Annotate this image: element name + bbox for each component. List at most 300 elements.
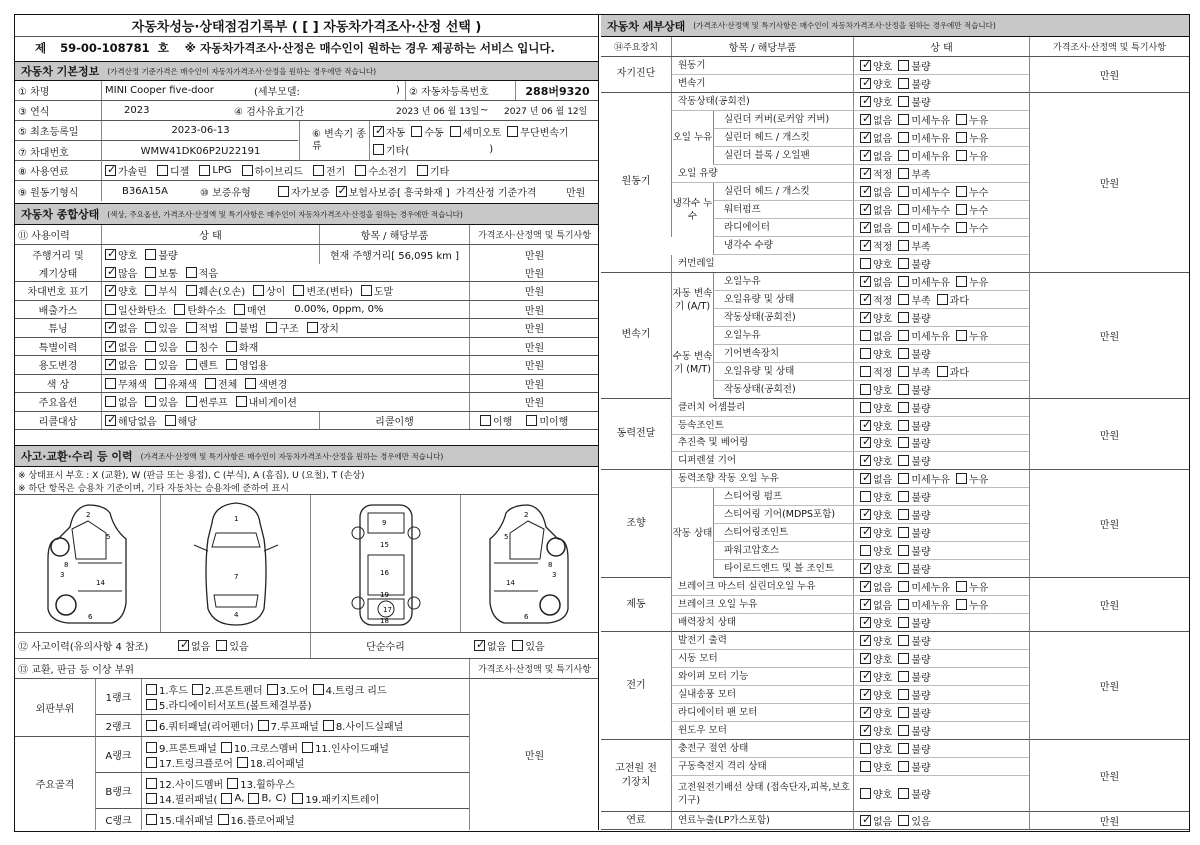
rank-item[interactable] [221,740,298,755]
option-0[interactable] [860,786,892,801]
option-1[interactable] [898,400,930,415]
option-2[interactable] [956,328,988,343]
checkbox[interactable] [860,348,871,359]
option-1[interactable] [898,382,930,397]
option-1[interactable] [898,651,930,666]
checkbox[interactable] [146,814,157,825]
option-3[interactable] [253,283,285,298]
option-1[interactable] [155,376,197,391]
checkbox[interactable] [860,132,871,143]
checkbox[interactable] [860,78,871,89]
checkbox[interactable] [937,366,948,377]
option-1[interactable] [898,202,950,217]
option-0[interactable] [860,400,892,415]
option-1[interactable] [898,418,930,433]
option-0[interactable] [860,94,892,109]
checkbox[interactable] [267,684,278,695]
checkbox[interactable] [956,150,967,161]
checkbox[interactable] [221,742,232,753]
option-3[interactable] [226,357,268,372]
option-2[interactable] [937,292,969,307]
rank-item[interactable] [302,740,389,755]
checkbox[interactable] [146,778,157,789]
checkbox[interactable] [898,150,909,161]
rank-item[interactable] [237,755,305,770]
option-insurer-warranty[interactable] [336,184,450,199]
checkbox[interactable] [860,150,871,161]
option-1[interactable] [898,148,950,163]
option-manual[interactable] [411,124,443,139]
option-2[interactable] [199,165,231,176]
option-0[interactable] [860,741,892,756]
checkbox[interactable] [105,165,116,176]
checkbox[interactable] [898,204,909,215]
checkbox[interactable] [221,793,232,804]
option-0[interactable] [860,292,892,307]
checkbox[interactable] [860,402,871,413]
option-2[interactable] [956,148,988,163]
checkbox[interactable] [956,581,967,592]
option-1[interactable] [898,184,950,199]
checkbox[interactable] [186,359,197,370]
checkbox-insurer-warranty[interactable] [336,186,347,197]
checkbox[interactable] [898,563,909,574]
checkbox[interactable] [245,378,256,389]
checkbox[interactable] [186,285,197,296]
option-self-warranty[interactable] [278,184,330,199]
option-auto[interactable] [373,124,405,139]
checkbox-auto[interactable] [373,126,384,137]
option-0[interactable] [105,302,166,317]
checkbox[interactable] [146,684,157,695]
rank-item[interactable] [313,682,387,697]
option-0[interactable] [860,166,892,181]
checkbox[interactable] [199,165,210,176]
rank-item[interactable] [146,682,188,697]
rank-item[interactable] [258,718,319,733]
checkbox[interactable] [146,720,157,731]
option-4[interactable] [266,320,298,335]
checkbox[interactable] [898,294,909,305]
checkbox[interactable] [860,240,871,251]
option-0[interactable] [860,651,892,666]
option-0[interactable] [860,328,892,343]
checkbox[interactable] [186,396,197,407]
checkbox-semi-auto[interactable] [450,126,461,137]
option-1[interactable] [165,413,197,428]
checkbox[interactable] [860,330,871,341]
checkbox[interactable] [145,267,156,278]
option-1[interactable] [898,346,930,361]
option-1[interactable] [526,413,568,428]
option-0[interactable] [860,202,892,217]
option-1[interactable] [898,633,930,648]
checkbox[interactable] [898,402,909,413]
checkbox[interactable] [898,725,909,736]
checkbox[interactable] [186,322,197,333]
option-other[interactable] [373,142,493,157]
checkbox[interactable] [898,815,909,826]
checkbox[interactable] [860,815,871,826]
option-1[interactable] [898,220,950,235]
option-1[interactable] [145,283,177,298]
option-0[interactable] [860,723,892,738]
option-1[interactable] [898,669,930,684]
checkbox[interactable] [323,720,334,731]
checkbox[interactable] [898,707,909,718]
option-1[interactable] [898,786,930,801]
option-0[interactable] [860,130,892,145]
option-0[interactable] [860,633,892,648]
option-1[interactable] [898,364,930,379]
option-repair-yes[interactable] [512,638,544,653]
checkbox[interactable] [105,341,116,352]
option-1[interactable] [898,112,950,127]
checkbox[interactable] [898,132,909,143]
option-0[interactable] [860,274,892,289]
option-2[interactable] [234,302,266,317]
option-0[interactable] [105,376,147,391]
checkbox-repair-yes[interactable] [512,640,523,651]
checkbox[interactable] [860,707,871,718]
checkbox[interactable] [186,341,197,352]
option-0[interactable] [860,453,892,468]
checkbox[interactable] [898,455,909,466]
checkbox[interactable] [860,294,871,305]
option-6[interactable] [417,163,449,178]
option-1[interactable] [898,166,930,181]
checkbox[interactable] [157,165,168,176]
option-1[interactable] [145,339,177,354]
checkbox[interactable] [145,285,156,296]
checkbox[interactable] [145,322,156,333]
option-1[interactable] [898,741,930,756]
option-1[interactable] [898,310,930,325]
option-0[interactable] [105,265,137,280]
checkbox[interactable] [860,455,871,466]
checkbox[interactable] [898,348,909,359]
checkbox[interactable] [898,78,909,89]
checkbox[interactable] [860,581,871,592]
checkbox[interactable] [242,165,253,176]
option-1[interactable] [898,292,930,307]
option-0[interactable] [105,394,137,409]
checkbox[interactable] [293,285,304,296]
checkbox[interactable] [860,96,871,107]
option-2[interactable] [205,376,237,391]
option-2[interactable] [956,471,988,486]
option-0[interactable] [860,471,892,486]
rank-item[interactable] [146,776,223,791]
option-0[interactable] [860,310,892,325]
checkbox-cvt[interactable] [507,126,518,137]
checkbox[interactable] [105,249,116,260]
checkbox[interactable] [266,322,277,333]
checkbox[interactable] [898,222,909,233]
checkbox[interactable] [956,473,967,484]
option-1[interactable] [898,130,950,145]
checkbox[interactable] [226,341,237,352]
checkbox[interactable] [258,720,269,731]
checkbox[interactable] [253,285,264,296]
option-0[interactable] [480,413,512,428]
option-0[interactable] [860,579,892,594]
rank-item[interactable] [323,718,404,733]
option-5[interactable] [355,163,407,178]
checkbox[interactable] [105,285,116,296]
option-0[interactable] [105,320,137,335]
checkbox[interactable] [898,114,909,125]
option-1[interactable] [898,256,930,271]
rank-item[interactable] [146,740,217,755]
rank-item[interactable] [227,776,295,791]
option-2[interactable] [956,130,988,145]
checkbox[interactable] [898,240,909,251]
checkbox[interactable] [937,294,948,305]
checkbox[interactable] [860,276,871,287]
checkbox[interactable] [898,330,909,341]
rank-item[interactable] [146,718,254,733]
checkbox[interactable] [146,699,157,710]
checkbox[interactable] [956,222,967,233]
option-0[interactable] [860,507,892,522]
checkbox[interactable] [898,437,909,448]
checkbox[interactable] [313,165,324,176]
option-2[interactable] [956,184,988,199]
checkbox[interactable] [174,304,185,315]
checkbox[interactable] [898,276,909,287]
checkbox[interactable] [146,742,157,753]
checkbox[interactable] [860,671,871,682]
checkbox[interactable] [860,599,871,610]
checkbox[interactable] [898,168,909,179]
option-0[interactable] [860,418,892,433]
checkbox-manual[interactable] [411,126,422,137]
option-2[interactable] [186,339,218,354]
option-2[interactable] [956,597,988,612]
option-2[interactable] [186,265,218,280]
option-1[interactable] [898,579,950,594]
checkbox[interactable] [860,258,871,269]
checkbox[interactable] [898,312,909,323]
option-1[interactable] [898,58,930,73]
option-2[interactable] [186,357,218,372]
checkbox[interactable] [898,581,909,592]
checkbox[interactable] [860,689,871,700]
checkbox[interactable] [956,599,967,610]
option-0[interactable] [860,561,892,576]
option-1[interactable] [898,435,930,450]
checkbox[interactable] [205,378,216,389]
checkbox[interactable] [860,437,871,448]
option-1[interactable] [898,76,930,91]
checkbox[interactable] [956,330,967,341]
option-1[interactable] [145,357,177,372]
option-1[interactable] [174,302,226,317]
checkbox[interactable] [860,788,871,799]
checkbox[interactable] [860,725,871,736]
option-1[interactable] [898,507,930,522]
option-1[interactable] [898,597,950,612]
option-3[interactable] [226,339,258,354]
rank-item[interactable] [146,697,312,712]
option-0[interactable] [860,58,892,73]
option-0[interactable] [860,256,892,271]
rank-item[interactable] [218,812,295,827]
option-2[interactable] [956,579,988,594]
checkbox[interactable] [307,322,318,333]
checkbox[interactable] [236,396,247,407]
checkbox[interactable] [898,635,909,646]
option-2[interactable] [956,112,988,127]
option-0[interactable] [860,669,892,684]
option-semi-auto[interactable] [450,124,502,139]
option-0[interactable] [860,525,892,540]
option-2[interactable] [186,394,228,409]
checkbox[interactable] [526,415,537,426]
checkbox[interactable] [860,509,871,520]
checkbox[interactable] [860,384,871,395]
option-0[interactable] [860,435,892,450]
option-1[interactable] [898,687,930,702]
option-0[interactable] [860,597,892,612]
checkbox[interactable] [145,396,156,407]
checkbox[interactable] [860,168,871,179]
checkbox[interactable] [105,396,116,407]
option-2[interactable] [956,220,988,235]
checkbox[interactable] [145,359,156,370]
option-1[interactable] [898,238,930,253]
checkbox[interactable] [105,378,116,389]
checkbox[interactable] [898,473,909,484]
option-2[interactable] [956,202,988,217]
rank-item[interactable] [192,682,263,697]
rank-item[interactable] [248,793,271,804]
option-3[interactable] [226,320,258,335]
rank-item[interactable] [292,791,379,806]
checkbox[interactable] [860,366,871,377]
checkbox[interactable] [898,366,909,377]
checkbox[interactable] [898,258,909,269]
option-3[interactable] [242,163,303,178]
option-0[interactable] [860,687,892,702]
checkbox[interactable] [898,384,909,395]
option-2[interactable] [186,283,245,298]
checkbox[interactable] [898,788,909,799]
checkbox[interactable] [165,415,176,426]
option-1[interactable] [898,471,950,486]
checkbox[interactable] [860,222,871,233]
checkbox[interactable] [898,527,909,538]
checkbox[interactable] [860,473,871,484]
option-0[interactable] [860,615,892,630]
checkbox[interactable] [313,684,324,695]
checkbox[interactable] [145,249,156,260]
option-3[interactable] [236,394,297,409]
checkbox[interactable] [146,757,157,768]
option-1[interactable] [145,265,177,280]
checkbox[interactable] [860,563,871,574]
checkbox[interactable] [898,491,909,502]
option-0[interactable] [105,163,147,178]
checkbox[interactable] [226,322,237,333]
checkbox[interactable] [898,743,909,754]
checkbox[interactable] [898,420,909,431]
option-2[interactable] [186,320,218,335]
option-accident-yes[interactable] [216,638,248,653]
checkbox[interactable] [480,415,491,426]
option-1[interactable] [898,813,930,828]
checkbox[interactable] [860,527,871,538]
checkbox[interactable] [956,276,967,287]
option-0[interactable] [105,283,137,298]
checkbox[interactable] [105,359,116,370]
option-0[interactable] [860,489,892,504]
option-1[interactable] [898,453,930,468]
checkbox[interactable] [860,635,871,646]
checkbox[interactable] [956,204,967,215]
rank-item[interactable] [146,755,233,770]
checkbox[interactable] [898,186,909,197]
option-1[interactable] [898,723,930,738]
option-0[interactable] [105,413,157,428]
checkbox[interactable] [155,378,166,389]
checkbox[interactable] [302,742,313,753]
checkbox[interactable] [860,653,871,664]
option-1[interactable] [898,274,950,289]
checkbox[interactable] [248,793,259,804]
checkbox[interactable] [105,267,116,278]
option-cvt[interactable] [507,124,568,139]
checkbox[interactable] [860,761,871,772]
checkbox[interactable] [292,793,303,804]
checkbox[interactable] [417,165,428,176]
option-1[interactable] [145,394,177,409]
option-1[interactable] [898,705,930,720]
checkbox[interactable] [860,617,871,628]
option-0[interactable] [860,382,892,397]
option-0[interactable] [860,543,892,558]
option-3[interactable] [245,376,287,391]
checkbox[interactable] [860,60,871,71]
checkbox[interactable] [192,684,203,695]
checkbox[interactable] [234,304,245,315]
rank-item[interactable] [146,791,217,806]
checkbox[interactable] [105,322,116,333]
checkbox[interactable] [105,415,116,426]
option-2[interactable] [956,274,988,289]
option-1[interactable] [898,543,930,558]
checkbox[interactable] [898,599,909,610]
option-4[interactable] [313,163,345,178]
option-0[interactable] [860,220,892,235]
checkbox[interactable] [237,757,248,768]
checkbox[interactable] [898,671,909,682]
option-1[interactable] [898,94,930,109]
option-repair-none[interactable] [474,638,506,653]
option-0[interactable] [860,346,892,361]
checkbox[interactable] [145,341,156,352]
option-0[interactable] [860,759,892,774]
checkbox[interactable] [186,267,197,278]
option-1[interactable] [898,525,930,540]
option-0[interactable] [860,238,892,253]
checkbox[interactable] [227,778,238,789]
option-0[interactable] [860,705,892,720]
checkbox[interactable] [218,814,229,825]
option-0[interactable] [105,247,137,262]
option-1[interactable] [145,247,177,262]
